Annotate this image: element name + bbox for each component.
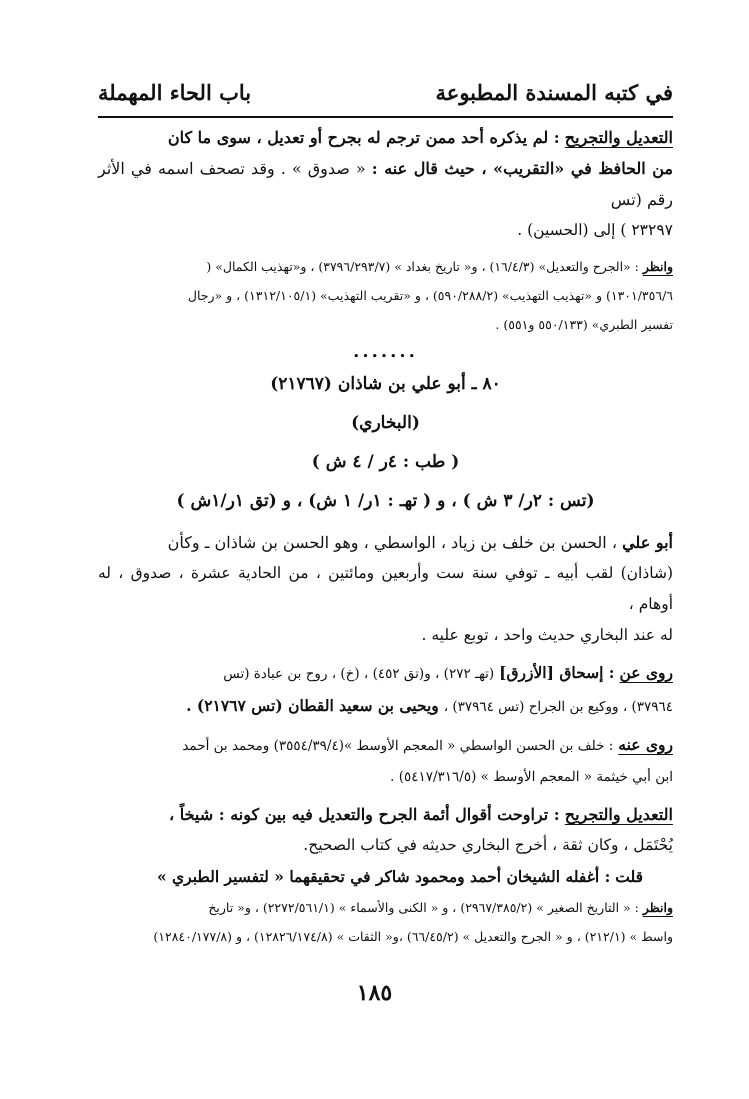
entry80-narrated-from-line-2 <box>98 690 673 723</box>
entry79-see-line-3: تفسير الطبري» (٥٥٠/١٣٣ و٥٥١) . <box>495 317 673 332</box>
entry80-bio-line-3: له عند البخاري حديث واحد ، توبع عليه . <box>421 626 673 644</box>
entry79-jarh-text-2-rest: « صدوق » . وقد تصحف اسمه في الأثر رقم (تس <box>98 159 673 209</box>
entry79-jarh-text-1: : لم يذكره أحد ممن ترجم له بجرح أو تعديل ، سوى ما كان <box>167 128 560 147</box>
header-chapter-title: باب الحاء المهملة <box>98 80 252 105</box>
entry80-narrated-from-1a: : إسحاق [الأزرق] <box>499 663 615 682</box>
entry80-narrated-by-line-2: ابن أبي خيثمة « المعجم الأوسط » (٥٤١٧/٣١٦/٥) . <box>390 769 673 785</box>
entry80-narrated-from-2b: ويحيى بن سعيد القطان (تس ٢١٧٦٧) . <box>186 696 439 715</box>
entry80-see-text-1: : « التاريخ الصغير » (٢٩٦٧/٣٨٥/٢) ، و « الكنى والأسماء » (٢٢٧٢/٥٦١/١) ، و« تاريخ <box>208 900 639 915</box>
running-header <box>98 78 673 112</box>
entry80-jarh-text-1: : تراوحت أقوال أئمة الجرح والتعديل فيه بين كونه : شيخاً ، <box>168 805 560 824</box>
entry80-nisba: (البخاري) <box>351 413 420 433</box>
header-book-title: في كتبه المسندة المطبوعة <box>435 80 673 105</box>
entry80-narrated-by-line-1 <box>98 729 673 762</box>
entry80-qultu-line <box>98 861 673 893</box>
entry80-see-line-2: واسط » (٢١٢/١) ، و « الجرح والتعديل » (٦٦/٤٥/٢) ،و« الثقات » (١٢٨٢٦/١٧٤/٨) ، و (١٢٨٤٠/١٧٧/٨) <box>153 929 673 944</box>
entry79-jarh-line-3: ٢٣٢٩٧ ) إلى (الحسين) . <box>517 221 673 239</box>
entry80-bio-line-2: (شاذان) لقب أبيه ـ توفي سنة ست وأربعين ومائتين ، من الحادية عشرة ، صدوق ، له أوهام ، <box>98 564 673 613</box>
entry80-jarh-label: التعديل والتجريح <box>564 805 673 824</box>
entry80-code-2: (تس : ٢ر/ ٣ ش ) ، و ( تهـ : ١ر/ ١ ش) ، و (تق ١ر/١ش ) <box>176 491 595 511</box>
header-divider <box>98 116 673 118</box>
entry80-see-line-1 <box>98 893 673 922</box>
entry79-jarh-text-2-bold: من الحافظ في «التقريب» ، حيث قال عنه : <box>371 159 674 178</box>
entry80-narrated-from-label: روى عن <box>619 663 673 682</box>
entry80-bio-text-1: ، الحسن بن خلف بن زياد ، الواسطي ، وهو الحسن بن شاذان ـ وكأن <box>167 533 617 552</box>
entry80-narrated-by-label: روى عنه <box>618 735 673 754</box>
section-separator: ....... <box>353 341 418 362</box>
entry79-jarh-line-1 <box>98 122 673 153</box>
entry80-jarh-line-2: يُحْتَمَل ، وكان ثقة ، أخرج البخاري حديثه في كتاب الصحيح. <box>303 836 673 854</box>
entry80-code-1: ( طب : ٤ر / ٤ ش ) <box>311 452 460 472</box>
entry80-bio-line-1 <box>98 527 673 558</box>
entry80-narrated-from-2a: ٣٧٩٦٤) ، ووكيع بن الجراح (تس ٣٧٩٦٤) ، <box>443 699 673 715</box>
entry80-qultu-label: قلت <box>615 867 643 886</box>
page-number: ١٨٥ <box>356 980 393 1006</box>
entry80-bio-lead: أبو علي <box>622 533 673 552</box>
entry80-narrated-from-1b: (تهـ ٢٧٢) ، و(تق ٤٥٢) ، (خ) ، روح بن عبادة (تس <box>223 666 495 682</box>
entry79-jarh-label: التعديل والتجريح <box>564 128 673 147</box>
entry80-narrated-by-1: : خلف بن الحسن الواسطي « المعجم الأوسط »(٣٥٥٤/٣٩/٤) ومحمد بن أحمد <box>182 738 614 754</box>
entry79-see-line-1 <box>98 252 673 281</box>
entry80-narrated-from-line-1 <box>98 657 673 690</box>
entry79-see-label: وانظر <box>642 259 673 274</box>
entry79-see-text-1: : «الجرح والتعديل» (١٦/٤/٣) ، و« تاريخ بغداد » (٣٧٩٦/٢٩٣/٧) ، و«تهذيب الكمال» ( <box>206 259 639 274</box>
entry79-see-line-2: ١٣٠١/٣٥٦/٦) و «تهذيب التهذيب» (٥٩٠/٢٨٨/٢) ، و «تقريب التهذيب» (١٣١٢/١٠٥/١) ، و «رجال <box>187 288 673 303</box>
page-body <box>98 122 673 951</box>
entry79-jarh-line-2 <box>98 153 673 215</box>
entry80-qultu-text: : أغفله الشيخان أحمد ومحمود شاكر في تحقيقهما « لتفسير الطبري » <box>156 867 611 886</box>
entry80-title: ٨٠ ـ أبو علي بن شاذان (٢١٧٦٧) <box>270 374 501 394</box>
entry80-see-label: وانظر <box>642 900 673 915</box>
entry80-jarh-line-1 <box>98 799 673 830</box>
